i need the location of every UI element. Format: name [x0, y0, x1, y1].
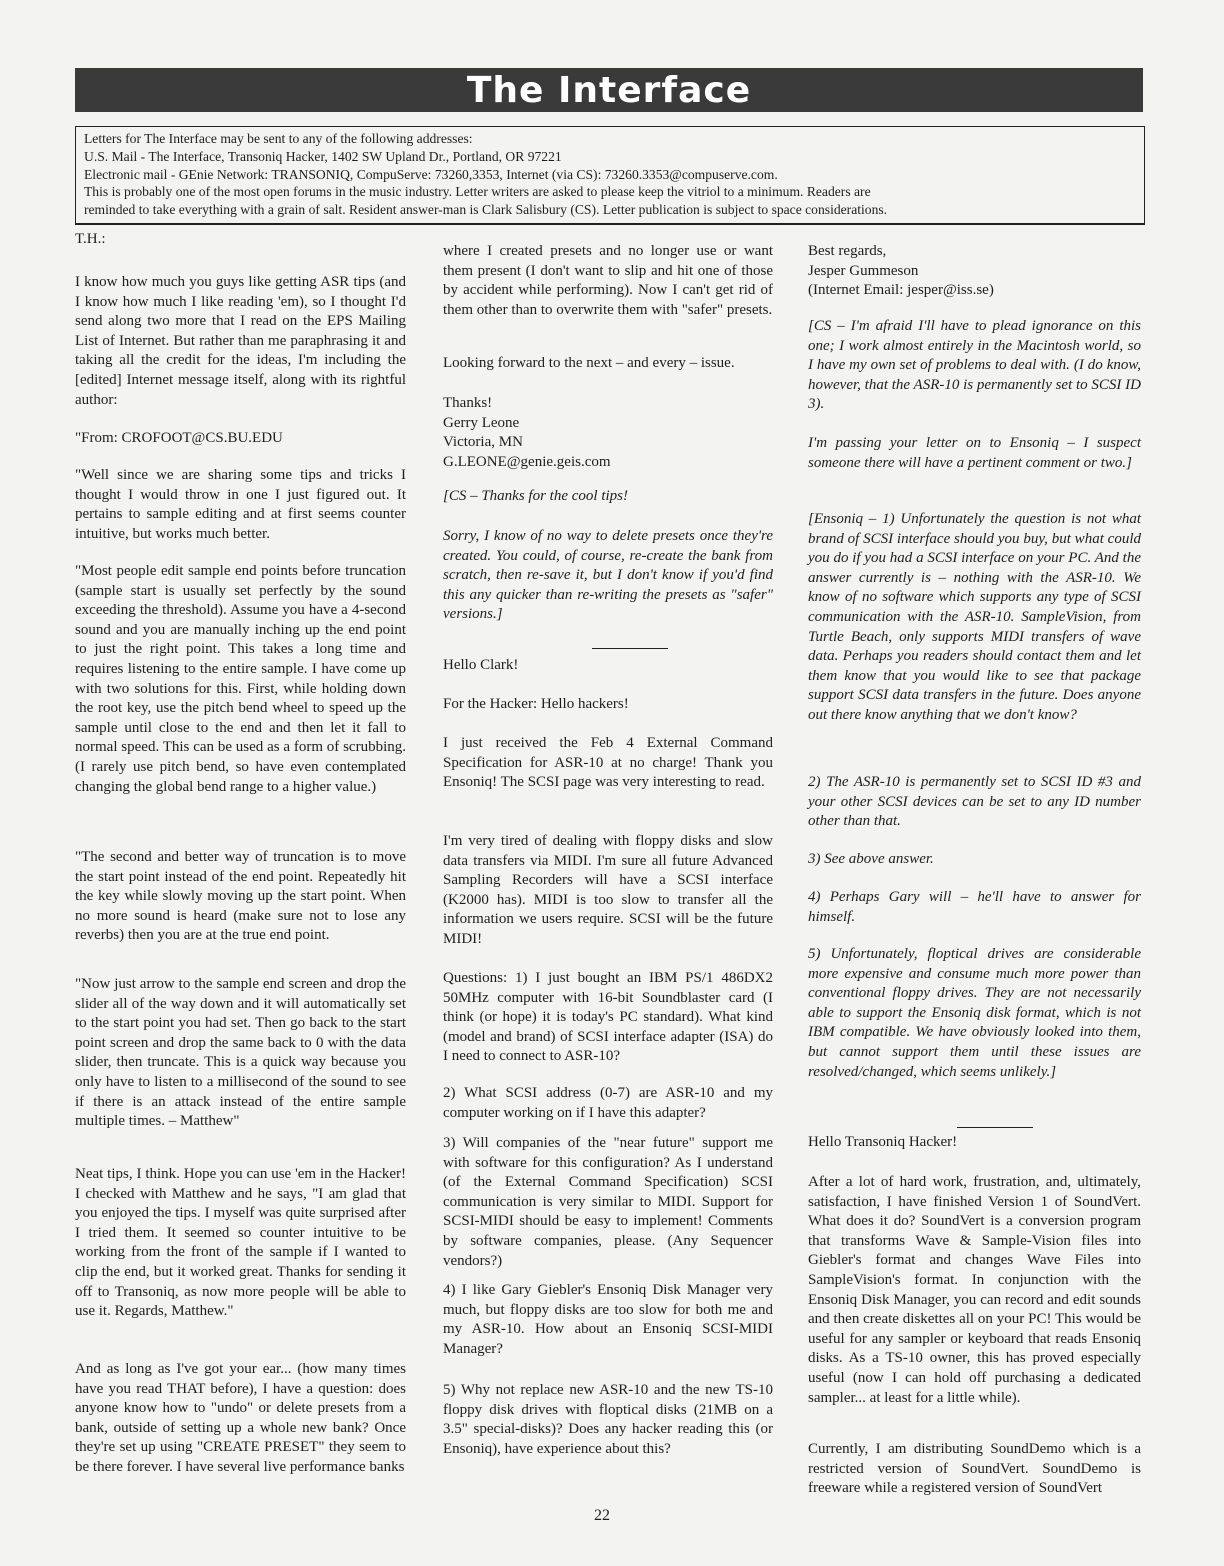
paragraph: Looking forward to the next – and every – issue.: [443, 355, 735, 371]
info-line: Electronic mail - GEnie Network: TRANSONIQ, CompuServe: 73260,3353, Internet (via CS): 73260.3353@compuserve.com.: [84, 166, 778, 182]
paragraph: And as long as I've got your ear... (how many times have you read THAT before), I have a question: does anyone know how to "undo" or delete presets from a bank, outside of setting up a whole new bank? Once they're set up using "CREATE PRESET" they seem to be there forever. I have several live performance banks: [75, 1361, 406, 1475]
paragraph: Hello Transoniq Hacker!: [808, 1134, 958, 1150]
paragraph: 4) I like Gary Giebler's Ensoniq Disk Manager very much, but floppy disks are too slow for both me and my ASR-10. How about an Ensoniq SCSI-MIDI Manager?: [443, 1282, 773, 1357]
paragraph: For the Hacker: Hello hackers!: [443, 696, 629, 712]
info-line: Letters for The Interface may be sent to any of the following addresses:: [84, 131, 473, 146]
paragraph: "From: CROFOOT@CS.BU.EDU: [75, 430, 283, 446]
paragraph: 2) What SCSI address (0-7) are ASR-10 and my computer working on if I have this adapter?: [443, 1085, 773, 1121]
paragraph: I know how much you guys like getting ASR tips (and I know how much I like reading 'em), so I thought I'd send along two more that I read on the EPS Mailing List of Internet. But rather than me paraphrasing it and taking all the credit for the ideas, I'm including the [edited] Internet message itself, along with its rightful author:: [75, 274, 406, 408]
info-line: U.S. Mail - The Interface, Transoniq Hacker, 1402 SW Upland Dr., Portland, OR 97221: [84, 148, 562, 164]
paragraph: [Ensoniq – 1) Unfortunately the question is not what brand of SCSI interface should you buy, but what could you do if you had a SCSI interface on your PC. And the answer currently is – nothing with the ASR-10. We know of no software which supports any type of SCSI communication with the ASR-10. SampleVision, from Turtle Beach, only supports MIDI transfers of wave data. Perhaps you readers should contact them and let them know that you would like to see that package support SCSI data transfers in the future. Does anyone out there know anything that we don't know?: [808, 511, 1141, 723]
paragraph: "The second and better way of truncation is to move the start point instead of the end point. Repeatedly hit the key while slowly moving up the start point. When no more sound is heard (make sure not to lose any reverbs) then you are at the true end point.: [75, 849, 406, 944]
paragraph: T.H.:: [75, 231, 106, 247]
paragraph: Currently, I am distributing SoundDemo which is a restricted version of SoundVert. SoundDemo is freeware while a registered version of SoundVert: [808, 1441, 1141, 1497]
paragraph: I'm very tired of dealing with floppy disks and slow data transfers via MIDI. I'm sure all future Advanced Sampling Recorders will have a SCSI interface (K2000 has). MIDI is too slow to transfer all the information we users require. SCSI will be the future MIDI!: [443, 833, 773, 947]
letters-info-box: [75, 126, 1145, 225]
paragraph: 4) Perhaps Gary will – he'll have to answer for himself.: [808, 889, 1141, 925]
paragraph: Hello Clark!: [443, 657, 519, 673]
info-line: reminded to take everything with a grain of salt. Resident answer-man is Clark Salisbury (CS). Letter publication is subject to space considerations.: [84, 202, 888, 218]
paragraph: I just received the Feb 4 External Command Specification for ASR-10 at no charge! Thank you Ensoniq! The SCSI page was very interesting to read.: [443, 735, 773, 791]
paragraph: [CS – I'm afraid I'll have to plead ignorance on this one; I work almost entirely in the Macintosh world, so I have my own set of problems to deal with. (I do know, however, that the ASR-10 is permanently set to SCSI ID 3).: [808, 318, 1142, 413]
letter-divider: [957, 1127, 1033, 1128]
paragraph: 2) The ASR-10 is permanently set to SCSI ID #3 and your other SCSI devices can be set to any ID number other than that.: [808, 774, 1141, 830]
paragraph: After a lot of hard work, frustration, and, ultimately, satisfaction, I have finished Version 1 of SoundVert. What does it do? SoundVert is a conversion program that transforms Wave & Sample-Vision files into Giebler's format and changes Wave Files into SampleVision's format. In conjunction with the Ensoniq Disk Manager, you can record and edit sounds and then create diskettes all on your PC! This would be useful for any sampler or keyboard that reads Ensoniq disks. As a TS-10 owner, this has proved especially useful (now I can hold off purchasing a dedicated sampler... at least for a little while).: [808, 1174, 1141, 1406]
letter-divider: [592, 648, 668, 649]
paragraph: Thanks! Gerry Leone Victoria, MN G.LEONE@genie.geis.com: [443, 395, 611, 470]
paragraph: where I created presets and no longer use or want them present (I don't want to slip and hit one of those by accident while performing). Now I can't get rid of them other than to overwrite them with "safer" presets.: [443, 243, 773, 318]
paragraph: Questions: 1) I just bought an IBM PS/1 486DX2 50MHz computer with 16-bit Soundblaster card (I think (or hope) it is today's PC standard). What kind (model and brand) of SCSI interface adapter (ISA) do I need to connect to ASR-10?: [443, 970, 773, 1065]
paragraph: 3) See above answer.: [808, 851, 934, 867]
paragraph: Best regards, Jesper Gummeson (Internet Email: jesper@iss.se): [808, 243, 994, 299]
paragraph: 5) Unfortunately, floptical drives are considerable more expensive and consume much more power than conventional floppy drives. They are not necessarily able to support the Ensoniq disk format, which is not IBM compatible. We have obviously looked into them, but cannot support them until these issues are resolved/changed, which seems unlikely.]: [808, 946, 1141, 1080]
paragraph: "Most people edit sample end points before truncation (sample start is usually set perfectly by the sound exceeding the threshold). Assume you have a 4-second sound and you are manually inching up the end point to just the right point. This takes a long time and requires listening to the entire sample. I have come up with two solutions for this. First, while holding down the root key, use the pitch bend wheel to speed up the sample until close to the end and then let it fall to normal speed. This can be used as a form of scrubbing. (I rarely use pitch bend, so have even contemplated changing the global bend range to a higher value.): [75, 563, 406, 795]
section-title-bar: [75, 68, 1143, 112]
section-title: The Interface: [466, 69, 752, 111]
paragraph: Sorry, I know of no way to delete presets once they're created. You could, of course, re-create the bank from scratch, then re-save it, but I don't know if you'd find this any quicker than re-writing the presets as "safer" versions.]: [443, 528, 773, 623]
paragraph: "Well since we are sharing some tips and tricks I thought I would throw in one I just figured out. It pertains to sample editing and at first seems counter intuitive, but works much better.: [75, 467, 406, 542]
paragraph: Neat tips, I think. Hope you can use 'em in the Hacker! I checked with Matthew and he says, "I am glad that you enjoyed the tips. I myself was quite surprised after I tried them. It seemed so counter intuitive to be working from the front of the sample if I wanted to clip the end, but it worked great. Thanks for sending it off to Transoniq, as now more people will be able to use it. Regards, Matthew.": [75, 1166, 406, 1320]
page-number: 22: [594, 1507, 610, 1524]
info-line: This is probably one of the most open forums in the music industry. Letter writers are asked to please keep the vitriol to a minimum. Readers are: [84, 184, 871, 200]
paragraph: [CS – Thanks for the cool tips!: [443, 488, 629, 504]
paragraph: "Now just arrow to the sample end screen and drop the slider all of the way down and it will automatically set to the start point you had set. Then go back to the start point screen and drop the same back to 0 with the data slider, then truncate. This is a quick way because you only have to listen to a millisecond of the sound to see if there is an attack instead of the entire sample multiple times. – Matthew": [75, 976, 406, 1130]
paragraph: 3) Will companies of the "near future" support me with software for this configuration? As I understand (of the External Command Specification) SCSI communication is very similar to MIDI. Support for SCSI-MIDI should be easy to implement! Comments by software companies, please. (Any Sequencer vendors?): [443, 1135, 773, 1269]
paragraph: I'm passing your letter on to Ensoniq – I suspect someone there will have a pertinent comment or two.]: [808, 435, 1141, 471]
paragraph: 5) Why not replace new ASR-10 and the new TS-10 floppy disk drives with floptical disks (21MB on a 3.5" special-disks)? Does any hacker reading this (or Ensoniq), have experience about this?: [443, 1382, 773, 1457]
